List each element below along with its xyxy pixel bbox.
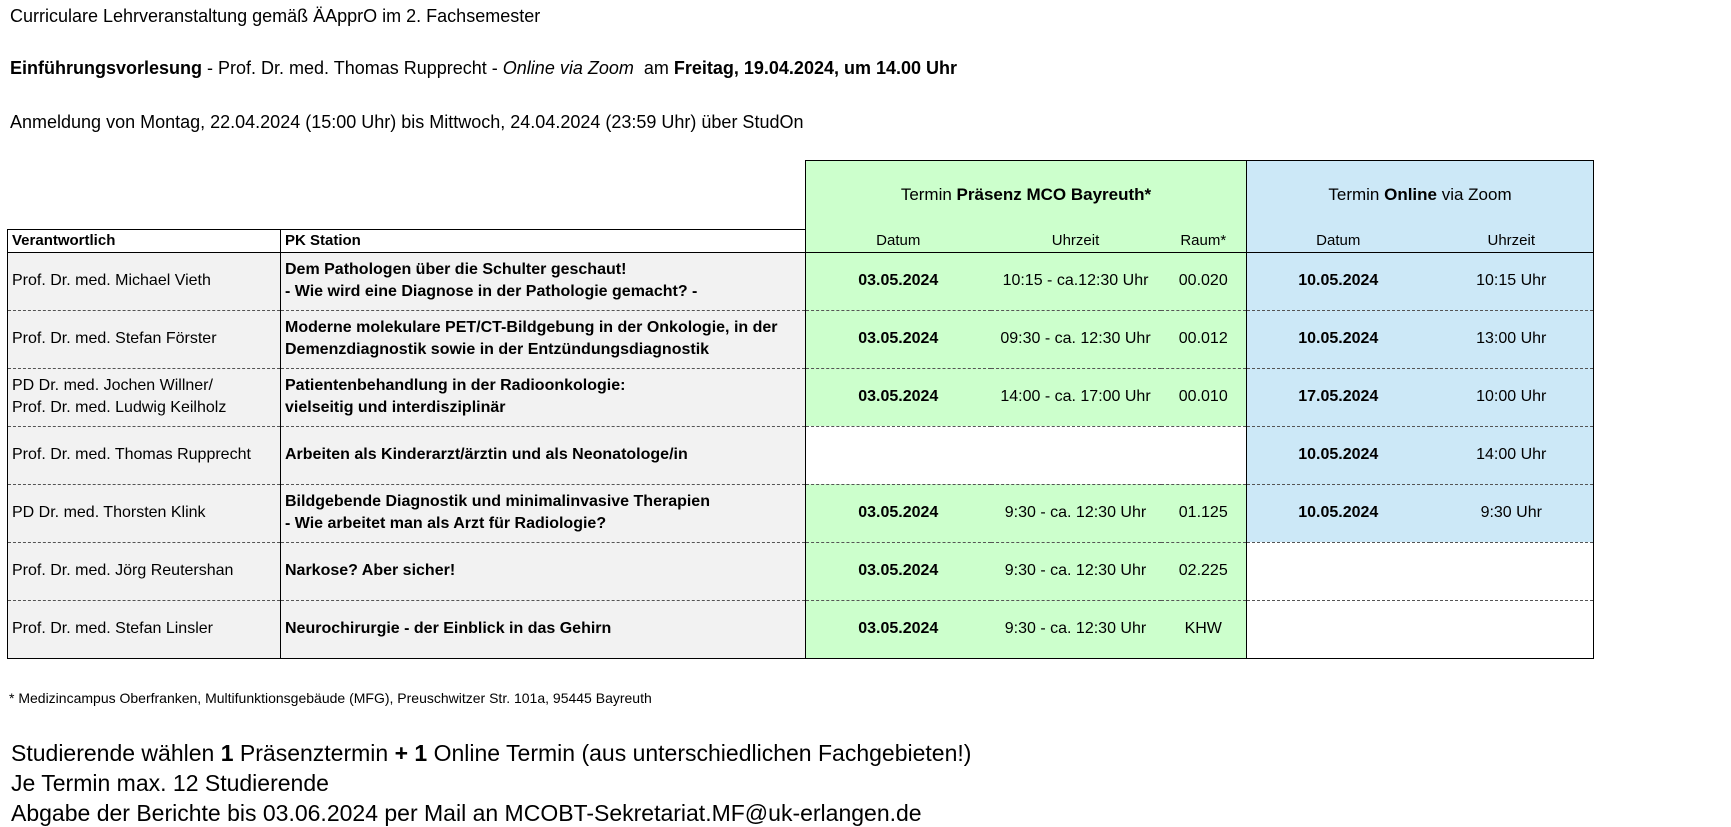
responsible-name: Prof. Dr. med. Stefan Förster [12, 330, 217, 347]
report-submission-info: Abgabe der Berichte bis 03.06.2024 per Mail an MCOBT-Sekretariat.MF@uk-erlangen.de [11, 800, 922, 826]
table-row [8, 368, 1594, 426]
table-row [8, 252, 1594, 310]
responsible-name-2: Prof. Dr. med. Ludwig Keilholz [12, 399, 227, 416]
online-time: 13:00 Uhr [1430, 310, 1594, 368]
subheader-time-praesenz: Uhrzeit [991, 229, 1161, 252]
group-online-bold: Online [1384, 185, 1437, 204]
intro-datetime: Freitag, 19.04.2024, um 14.00 Uhr [673, 58, 958, 78]
praesenz-room: 00.020 [1161, 252, 1247, 310]
table-row [8, 542, 1594, 600]
online-date [1247, 542, 1430, 600]
course-title: Curriculare Lehrveranstaltung gemäß ÄApprO im 2. Fachsemester [10, 6, 541, 26]
capacity-info: Je Termin max. 12 Studierende [11, 770, 329, 796]
praesenz-date: 03.05.2024 [806, 600, 991, 658]
praesenz-date: 03.05.2024 [806, 310, 991, 368]
praesenz-room: 00.010 [1161, 368, 1247, 426]
online-time: 9:30 Uhr [1430, 484, 1594, 542]
header-spacer [8, 161, 806, 230]
table-row [8, 484, 1594, 542]
online-date: 10.05.2024 [1247, 426, 1430, 484]
col-header-responsible: Verantwortlich [8, 229, 281, 252]
praesenz-room: 00.012 [1161, 310, 1247, 368]
praesenz-room: 01.125 [1161, 484, 1247, 542]
selection-rule [11, 740, 971, 767]
praesenz-room: KHW [1161, 600, 1247, 658]
intro-mode: Online via Zoom [502, 58, 634, 78]
station-title: Neurochirurgie - der Einblick in das Gehirn [285, 620, 612, 637]
group-header-online [1247, 161, 1594, 230]
station-title: Patientenbehandlung in der Radioonkologie: [285, 377, 626, 394]
online-date: 10.05.2024 [1247, 484, 1430, 542]
online-time [1430, 600, 1594, 658]
station-subtitle: - Wie wird eine Diagnose in der Pathologie gemacht? - [285, 283, 698, 300]
table-row [8, 600, 1594, 658]
station-title: Moderne molekulare PET/CT-Bildgebung in der Onkologie, in der [285, 319, 778, 336]
praesenz-time [991, 426, 1161, 484]
responsible-name: Prof. Dr. med. Michael Vieth [12, 272, 211, 289]
praesenz-date: 03.05.2024 [806, 542, 991, 600]
group-praesenz-prefix: Termin [900, 185, 957, 204]
subheader-date-praesenz: Datum [806, 229, 991, 252]
responsible-name: PD Dr. med. Thorsten Klink [12, 504, 206, 521]
online-date: 10.05.2024 [1247, 310, 1430, 368]
online-time: 14:00 Uhr [1430, 426, 1594, 484]
praesenz-date: 03.05.2024 [806, 368, 991, 426]
online-date: 10.05.2024 [1247, 252, 1430, 310]
praesenz-date [806, 426, 991, 484]
intro-lecture-title: Einführungsvorlesung [10, 58, 203, 78]
selection-rule-c: Präsenztermin [233, 740, 395, 766]
station-subtitle: vielseitig und interdisziplinär [285, 399, 506, 416]
responsible-name: Prof. Dr. med. Thomas Rupprecht [12, 446, 251, 463]
praesenz-room [1161, 426, 1247, 484]
station-title: Arbeiten als Kinderarzt/ärztin und als Neonatologe/in [285, 446, 688, 463]
online-time: 10:15 Uhr [1430, 252, 1594, 310]
responsible-name: PD Dr. med. Jochen Willner/ [12, 377, 213, 394]
station-title: Bildgebende Diagnostik und minimalinvasive Therapien [285, 493, 710, 510]
online-time [1430, 542, 1594, 600]
online-date [1247, 600, 1430, 658]
praesenz-time: 14:00 - ca. 17:00 Uhr [991, 368, 1161, 426]
group-online-prefix: Termin [1328, 185, 1385, 204]
schedule-table [7, 160, 1594, 659]
online-time: 10:00 Uhr [1430, 368, 1594, 426]
group-online-suffix: via Zoom [1437, 185, 1512, 204]
group-praesenz-bold: Präsenz MCO Bayreuth* [956, 185, 1152, 204]
praesenz-time: 9:30 - ca. 12:30 Uhr [991, 600, 1161, 658]
intro-lecturer: - Prof. Dr. med. Thomas Rupprecht - [202, 58, 503, 78]
intro-am: am [633, 58, 674, 78]
station-subtitle: Demenzdiagnostik sowie in der Entzündungsdiagnostik [285, 341, 710, 358]
footnote: * Medizincampus Oberfranken, Multifunktionsgebäude (MFG), Preuschwitzer Str. 101a, 95445 Bayreuth [9, 690, 652, 706]
registration-info: Anmeldung von Montag, 22.04.2024 (15:00 Uhr) bis Mittwoch, 24.04.2024 (23:59 Uhr) über StudOn [10, 112, 804, 132]
col-header-station: PK Station [281, 229, 806, 252]
praesenz-date: 03.05.2024 [806, 484, 991, 542]
station-subtitle: - Wie arbeitet man als Arzt für Radiologie? [285, 515, 607, 532]
praesenz-time: 09:30 - ca. 12:30 Uhr [991, 310, 1161, 368]
station-title: Narkose? Aber sicher! [285, 562, 456, 579]
online-date: 17.05.2024 [1247, 368, 1430, 426]
selection-rule-count-1: 1 [220, 740, 234, 766]
praesenz-room: 02.225 [1161, 542, 1247, 600]
subheader-room-praesenz: Raum* [1161, 229, 1247, 252]
praesenz-time: 9:30 - ca. 12:30 Uhr [991, 542, 1161, 600]
table-row [8, 310, 1594, 368]
station-title: Dem Pathologen über die Schulter geschaut! [285, 261, 627, 278]
praesenz-date: 03.05.2024 [806, 252, 991, 310]
intro-lecture-line [10, 58, 957, 79]
selection-rule-e: Online Termin (aus unterschiedlichen Fachgebieten!) [427, 740, 972, 766]
selection-rule-count-2: + 1 [394, 740, 428, 766]
responsible-name: Prof. Dr. med. Jörg Reutershan [12, 562, 234, 579]
praesenz-time: 10:15 - ca.12:30 Uhr [991, 252, 1161, 310]
subheader-time-online: Uhrzeit [1430, 229, 1594, 252]
group-header-praesenz [806, 161, 1247, 230]
praesenz-time: 9:30 - ca. 12:30 Uhr [991, 484, 1161, 542]
table-row [8, 426, 1594, 484]
subheader-date-online: Datum [1247, 229, 1430, 252]
selection-rule-a: Studierende wählen [11, 740, 221, 766]
responsible-name: Prof. Dr. med. Stefan Linsler [12, 620, 213, 637]
